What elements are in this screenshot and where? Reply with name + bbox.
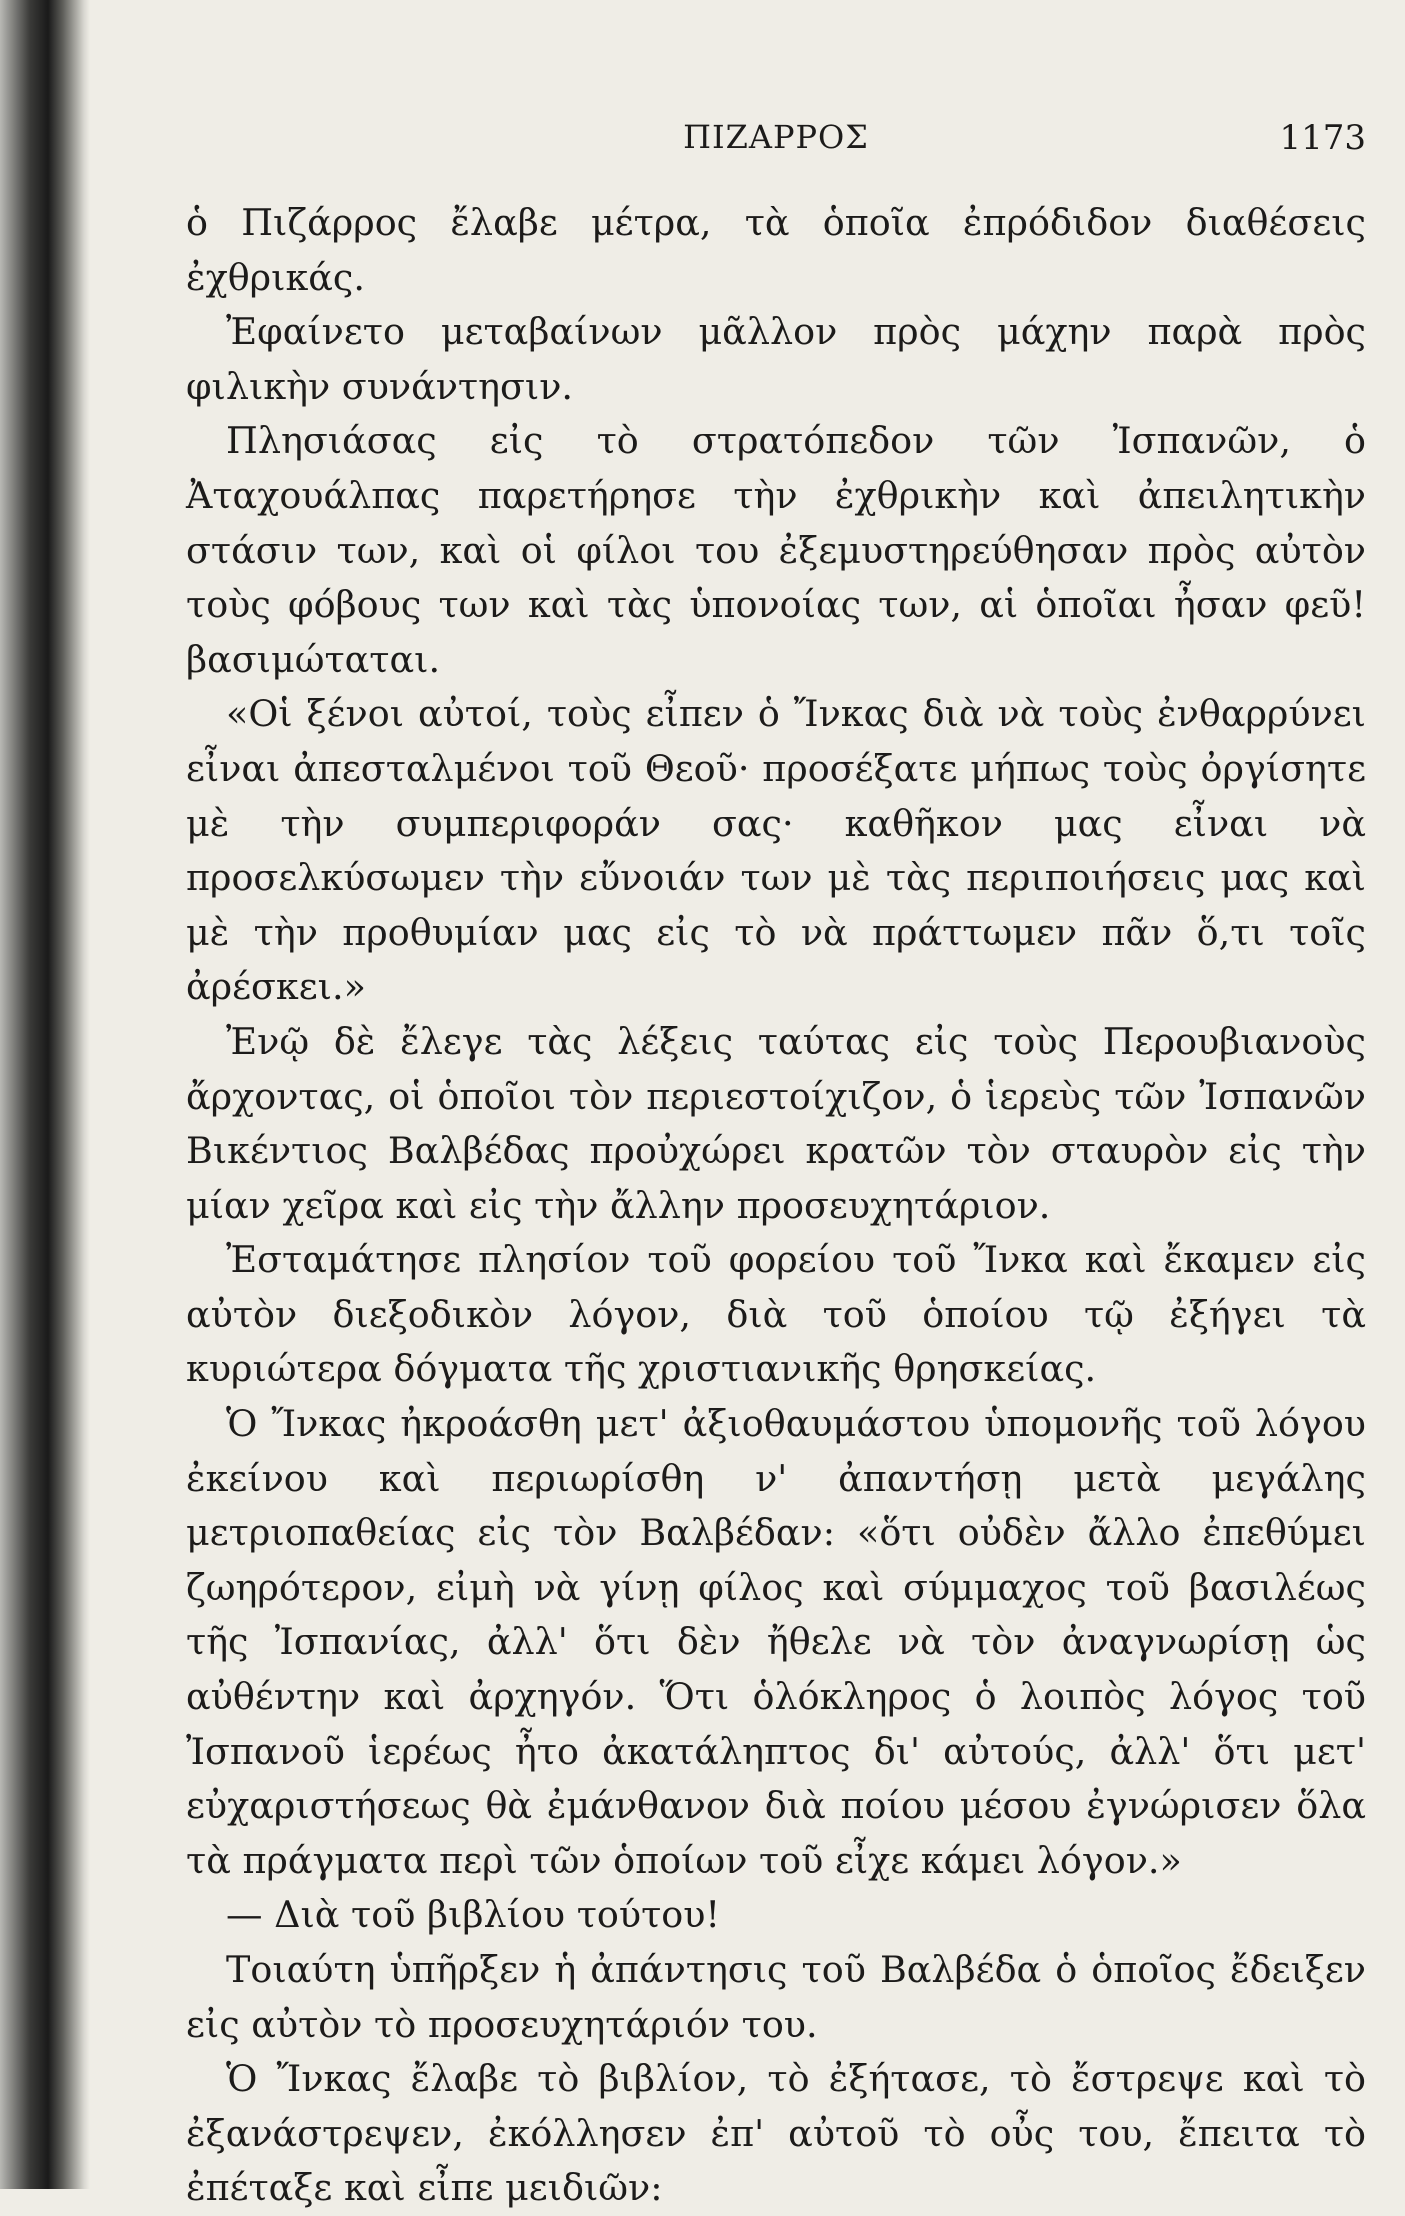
paragraph-8: — Διὰ τοῦ βιβλίου τούτου! bbox=[226, 1893, 721, 1937]
page-number: 1173 bbox=[1279, 118, 1366, 158]
paragraph-1: ὁ Πιζάρρος ἔλαβε μέτρα, τὰ ὁποῖα ἐπρόδιδον διαθέσεις ἐχθρικάς. bbox=[186, 201, 1366, 299]
body-text bbox=[186, 196, 1366, 2216]
paragraph-4: «Οἱ ξένοι αὐτοί, τοὺς εἶπεν ὁ Ἴνκας διὰ νὰ τοὺς ἐνθαρρύνει εἶναι ἀπεσταλμένοι τοῦ Θεοῦ· προσέξατε μήπως τοὺς ὀργίσητε μὲ τὴν συμπεριφοράν σας· καθῆκον μας εἶναι νὰ προσελκύσωμεν τὴν εὔνοιάν των μὲ τὰς περιποιήσεις μας καὶ μὲ τὴν προθυμίαν μας εἰς τὸ νὰ πράττωμεν πᾶν ὅ,τι τοῖς ἀρέσκει.» bbox=[186, 692, 1366, 1009]
running-head bbox=[186, 108, 1366, 168]
paragraph-3: Πλησιάσας εἰς τὸ στρατόπεδον τῶν Ἰσπανῶν, ὁ Ἀταχουάλπας παρετήρησε τὴν ἐχθρικὴν καὶ ἀπειλητικὴν στάσιν των, καὶ οἱ φίλοι του ἐξεμυστηρεύθησαν πρὸς αὐτὸν τοὺς φόβους των καὶ τὰς ὑπονοίας των, αἱ ὁποῖαι ἦσαν φεῦ! βασιμώταται. bbox=[186, 419, 1366, 681]
running-title: ΠΙΖΑΡΡΟΣ bbox=[683, 118, 869, 156]
paragraph-5: Ἐνῷ δὲ ἔλεγε τὰς λέξεις ταύτας εἰς τοὺς Περουβιανοὺς ἄρχοντας, οἱ ὁποῖοι τὸν περιεστοίχιζον, ὁ ἱερεὺς τῶν Ἰσπανῶν Βικέντιος Βαλβέδας προὐχώρει κρατῶν τὸν σταυρὸν εἰς τὴν μίαν χεῖρα καὶ εἰς τὴν ἄλλην προσευχητάριον. bbox=[186, 1019, 1366, 1227]
paragraph-7: Ὁ Ἴνκας ἠκροάσθη μετ' ἀξιοθαυμάστου ὑπομονῆς τοῦ λόγου ἐκείνου καὶ περιωρίσθη ν' ἀπαντήσῃ μετὰ μεγάλης μετριοπαθείας εἰς τὸν Βαλβέδαν: «ὅτι οὐδὲν ἄλλο ἐπεθύμει ζωηρότερον, εἰμὴ νὰ γίνῃ φίλος καὶ σύμμαχος τοῦ βασιλέως τῆς Ἰσπανίας, ἀλλ' ὅτι δὲν ἤθελε νὰ τὸν ἀναγνωρίσῃ ὡς αὐθέντην καὶ ἀρχηγόν. Ὅτι ὁλόκληρος ὁ λοιπὸς λόγος τοῦ Ἰσπανοῦ ἱερέως ἦτο ἀκατάληπτος δι' αὐτούς, ἀλλ' ὅτι μετ' εὐχαριστήσεως θὰ ἐμάνθανον διὰ ποίου μέσου ἐγνώρισεν ὅλα τὰ πράγματα περὶ τῶν ὁποίων τοῦ εἶχε κάμει λόγον.» bbox=[186, 1402, 1366, 1882]
book-page bbox=[186, 108, 1366, 2210]
paragraph-10: Ὁ Ἴνκας ἔλαβε τὸ βιβλίον, τὸ ἐξήτασε, τὸ ἔστρεψε καὶ τὸ ἐξανάστρεψεν, ἐκόλλησεν ἐπ' αὐτοῦ τὸ οὖς του, ἔπειτα τὸ ἐπέταξε καὶ εἶπε μειδιῶν: bbox=[186, 2057, 1366, 2210]
book-binding-shadow bbox=[0, 0, 90, 2189]
paragraph-6: Ἐσταμάτησε πλησίον τοῦ φορείου τοῦ Ἴνκα καὶ ἔκαμεν εἰς αὐτὸν διεξοδικὸν λόγον, διὰ τοῦ ὁποίου τῷ ἐξήγει τὰ κυριώτερα δόγματα τῆς χριστιανικῆς θρησκείας. bbox=[186, 1238, 1366, 1391]
paragraph-2: Ἐφαίνετο μεταβαίνων μᾶλλον πρὸς μάχην παρὰ πρὸς φιλικὴν συνάντησιν. bbox=[186, 310, 1366, 408]
paragraph-9: Τοιαύτη ὑπῆρξεν ἡ ἀπάντησις τοῦ Βαλβέδα ὁ ὁποῖος ἔδειξεν εἰς αὐτὸν τὸ προσευχητάριόν του. bbox=[186, 1948, 1366, 2046]
